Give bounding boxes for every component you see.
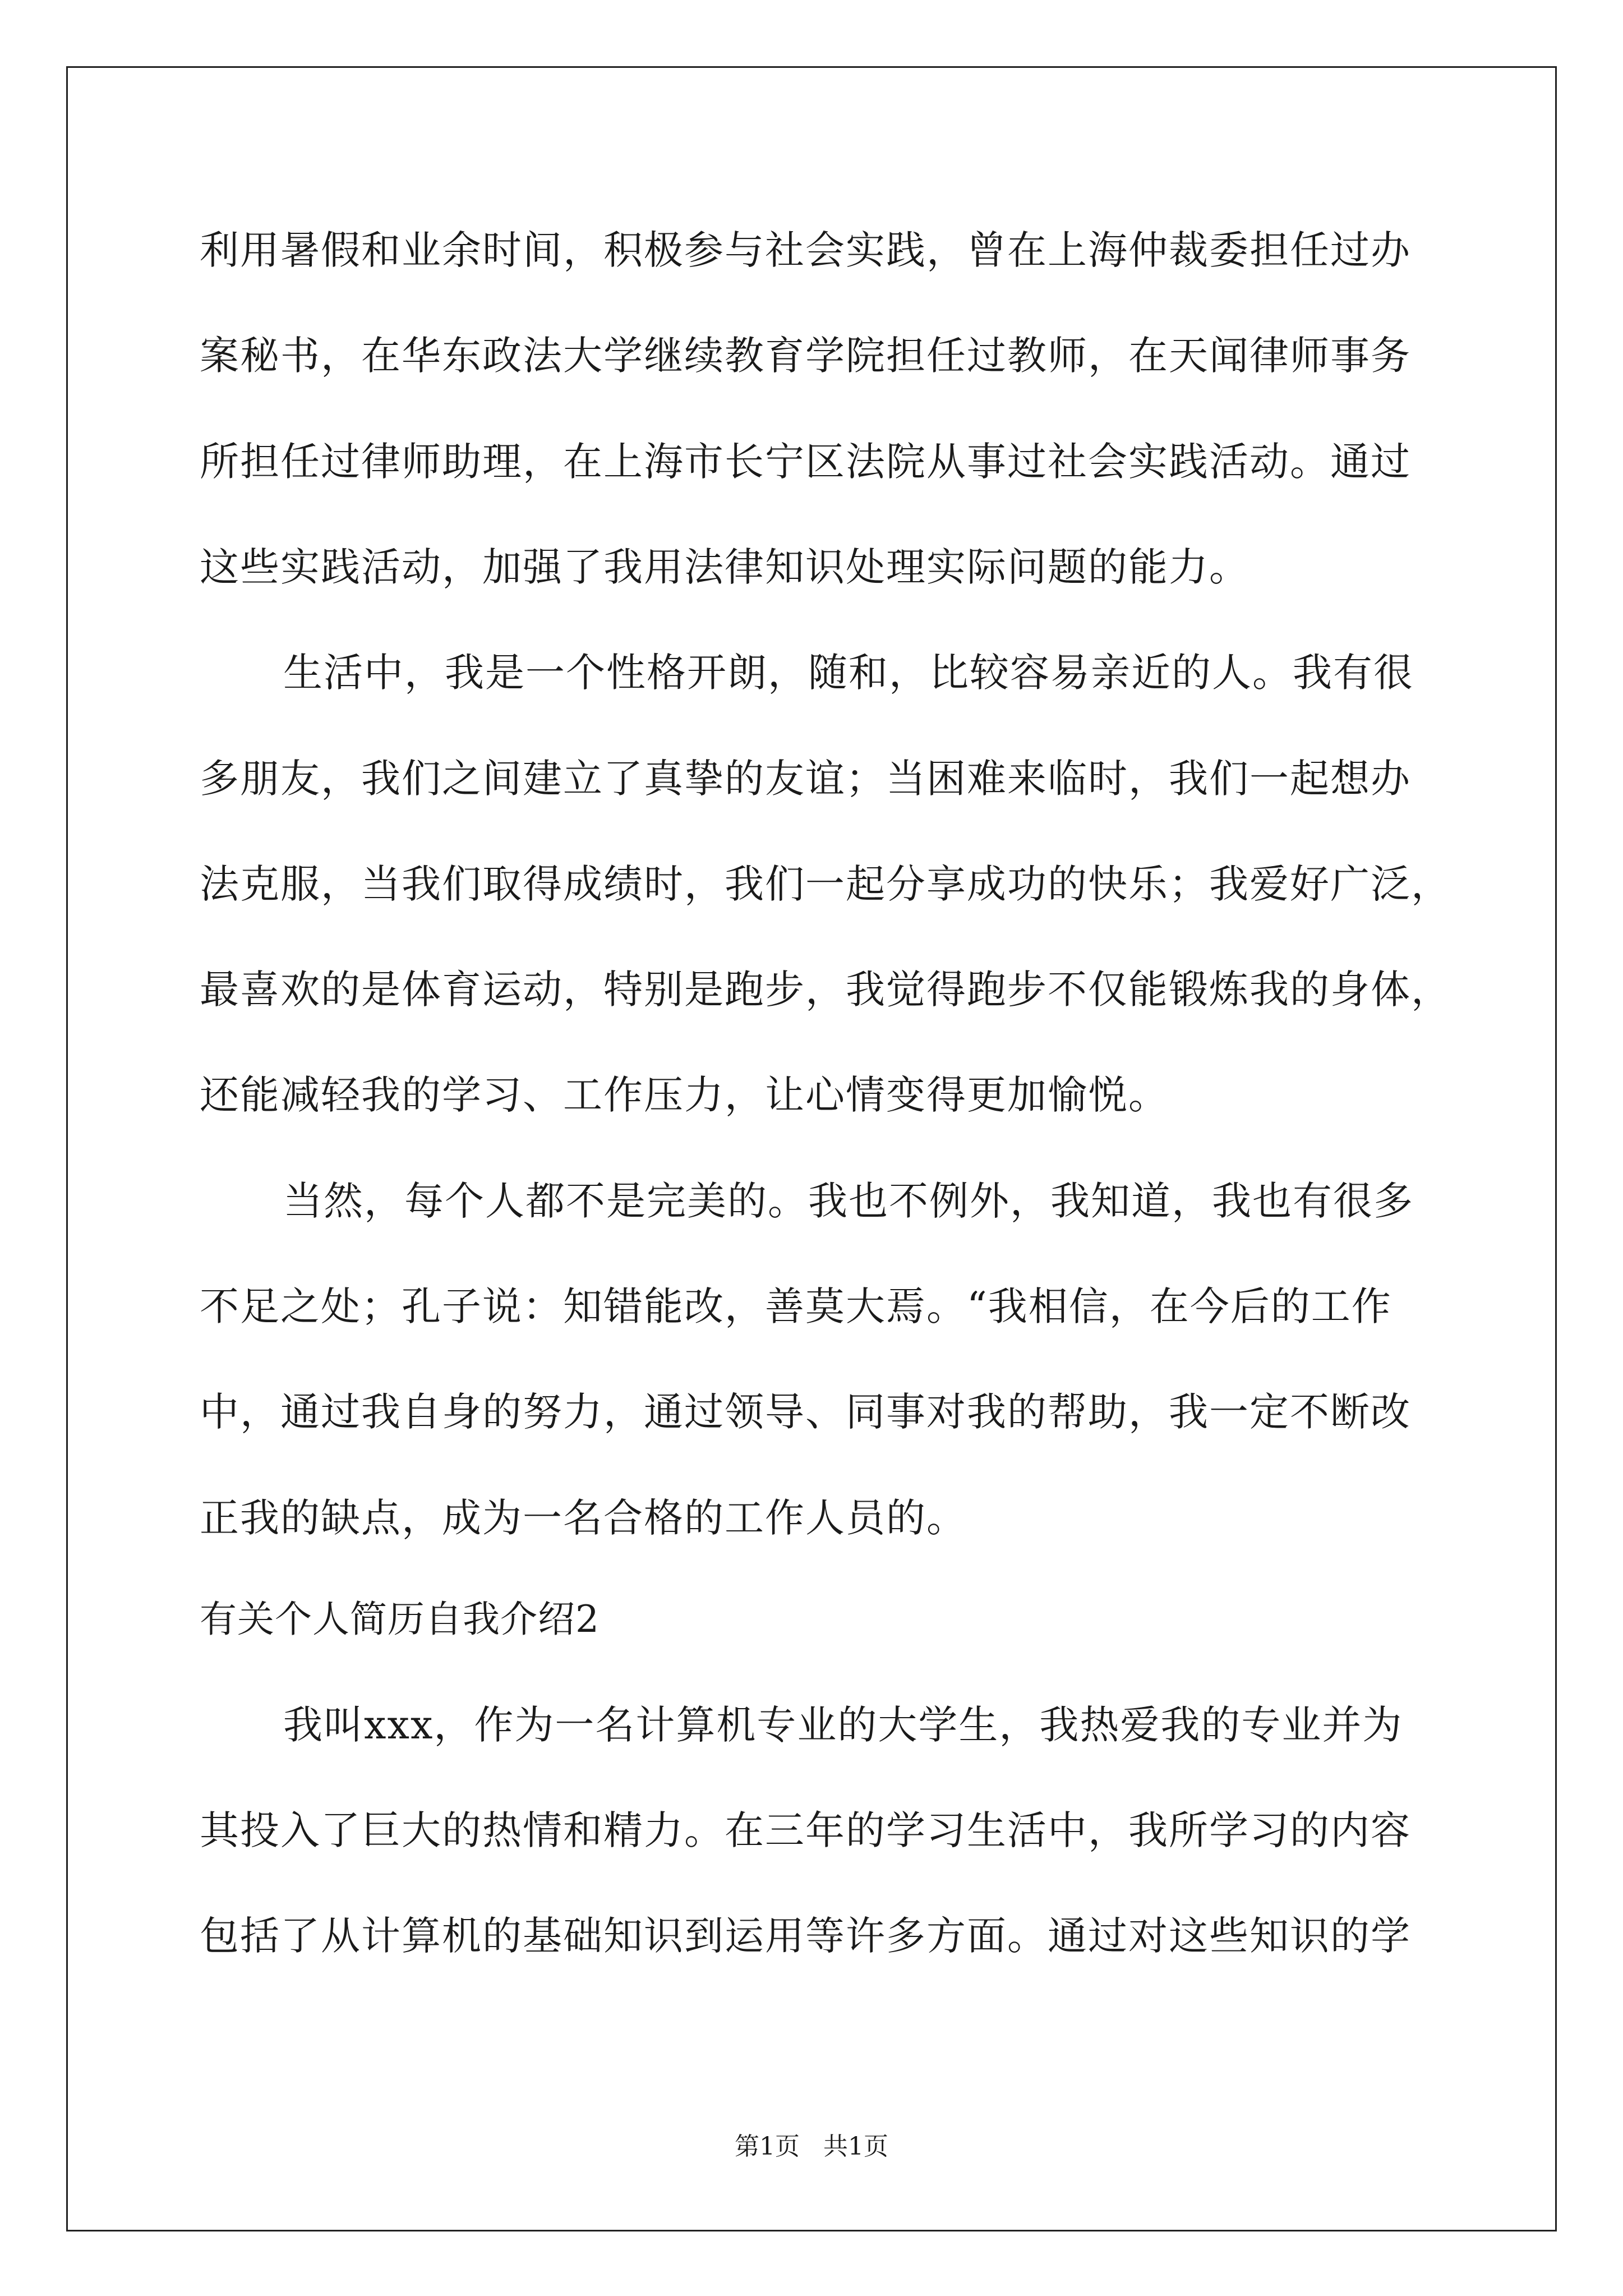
paragraph-4-line-3: 包括了从计算机的基础知识到运用等许多方面。通过对这些知识的学 <box>200 1913 1411 1959</box>
page-border <box>66 66 1557 2231</box>
paragraph-3-line-2: 不足之处；孔子说：知错能改，善莫大焉。“我相信，在今后的工作 <box>200 1283 1392 1329</box>
paragraph-2-line-1: 生活中，我是一个性格开朗，随和，比较容易亲近的人。我有很 <box>283 650 1414 696</box>
paragraph-1-line-2: 案秘书，在华东政法大学继续教育学院担任过教师，在天闻律师事务 <box>200 333 1411 379</box>
paragraph-1-line-4: 这些实践活动，加强了我用法律知识处理实际问题的能力。 <box>200 544 1249 590</box>
section-heading: 有关个人简历自我介绍2 <box>200 1598 600 1641</box>
paragraph-2-line-3: 法克服，当我们取得成绩时，我们一起分享成功的快乐；我爱好广泛， <box>200 861 1451 907</box>
paragraph-2-line-5: 还能减轻我的学习、工作压力，让心情变得更加愉悦。 <box>200 1072 1169 1118</box>
paragraph-3-line-3: 中，通过我自身的努力，通过领导、同事对我的帮助，我一定不断改 <box>200 1389 1411 1435</box>
paragraph-4-line-1: 我叫xxx，作为一名计算机专业的大学生，我热爱我的专业并为 <box>283 1702 1403 1748</box>
paragraph-1-line-3: 所担任过律师助理，在上海市长宁区法院从事过社会实践活动。通过 <box>200 439 1411 485</box>
paragraph-1-line-1: 利用暑假和业余时间，积极参与社会实践，曾在上海仲裁委担任过办 <box>200 227 1411 273</box>
paragraph-2-line-2: 多朋友，我们之间建立了真挚的友谊；当困难来临时，我们一起想办 <box>200 756 1411 802</box>
paragraph-3-line-4: 正我的缺点，成为一名合格的工作人员的。 <box>200 1495 967 1541</box>
page-footer: 第1页 共1页 <box>735 2132 888 2161</box>
paragraph-2-line-4: 最喜欢的是体育运动，特别是跑步，我觉得跑步不仅能锻炼我的身体， <box>200 967 1451 1013</box>
paragraph-4-line-2: 其投入了巨大的热情和精力。在三年的学习生活中，我所学习的内容 <box>200 1807 1411 1853</box>
paragraph-3-line-1: 当然，每个人都不是完美的。我也不例外，我知道，我也有很多 <box>283 1178 1414 1224</box>
